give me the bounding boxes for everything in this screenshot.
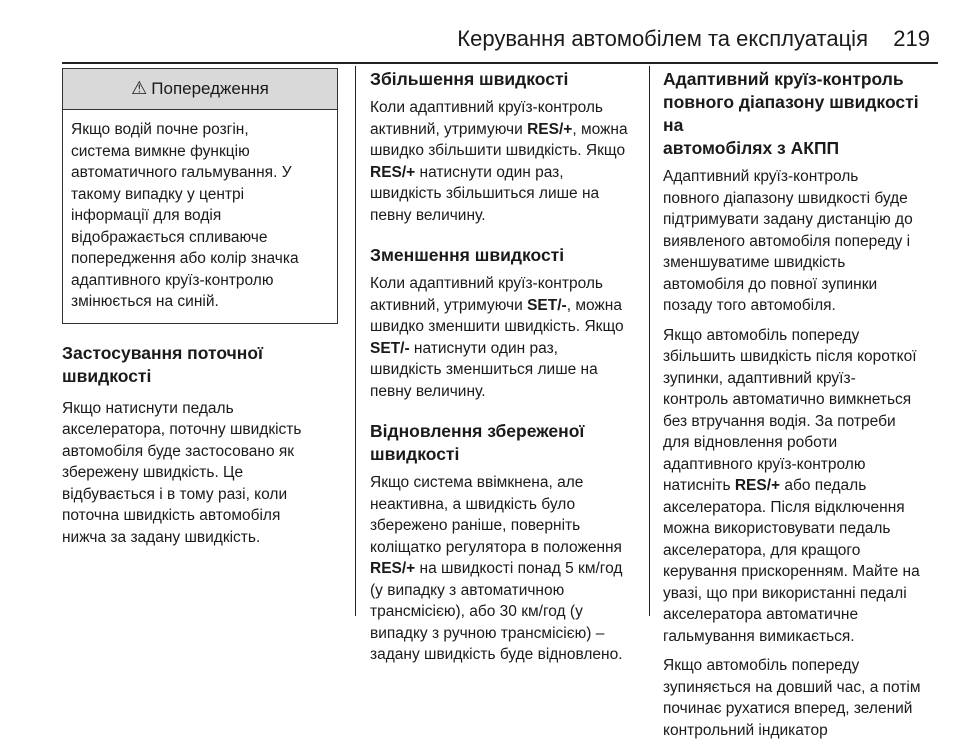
text-line: Коли адаптивний круїз-контроль [370,97,638,119]
text-line: автомобіля до повної зупинки [663,274,933,296]
heading-line: Відновлення збереженої [370,420,638,443]
text-line: починає рухатися вперед, зелений [663,698,933,720]
text-line: акселератора, для кращого [663,540,933,562]
text-line: Якщо водій почне розгін, [71,119,329,141]
warning-triangle-icon: ⚠ [131,78,147,100]
text-line: RES/+ натиснути один раз, [370,162,638,184]
text-line: контрольний індикатор [663,720,933,741]
text-line: система вимкне функцію [71,141,329,163]
section-heading [62,342,342,388]
text-line: певну величину. [370,205,638,227]
text-line: відображається спливаюче [71,227,329,249]
text-line: активний, утримуючи SET/-, можна [370,295,638,317]
warning-header [63,69,337,110]
control-label: RES/+ [370,164,415,181]
text-line: інформації для водія [71,205,329,227]
column-divider [355,66,356,616]
text-line: певну величину. [370,381,638,403]
control-label: SET/- [527,297,567,314]
text-line: нижча за задану швидкість. [62,527,342,549]
text-line: увазі, що при використанні педалі [663,583,933,605]
text-line: (у випадку з автоматичною [370,580,638,602]
control-label: RES/+ [527,121,572,138]
text-line: зупинки, адаптивний круїз- [663,368,933,390]
text-line: активний, утримуючи RES/+, можна [370,119,638,141]
text-line: зменшуватиме швидкість [663,252,933,274]
text-line: Адаптивний круїз-контроль [663,166,933,188]
header-rule [62,62,938,64]
heading-line: Адаптивний круїз-контроль [663,68,933,91]
control-label: RES/+ [370,560,415,577]
text-line: неактивна, а швидкість було [370,494,638,516]
heading-line: Застосування поточної [62,342,342,365]
text-line: збільшить швидкість після короткої [663,346,933,368]
text-line: Якщо автомобіль попереду [663,655,933,677]
text-line: RES/+ на швидкості понад 5 км/год [370,558,638,580]
text-line: повного діапазону швидкості буде [663,188,933,210]
text-line: можна використовувати педаль [663,518,933,540]
text-line: Якщо натиснути педаль [62,398,342,420]
section-heading: Збільшення швидкості [370,68,638,91]
column-2 [370,66,638,666]
page-header [0,0,960,62]
text-line: швидкість збільшиться лише на [370,183,638,205]
text-line: позаду того автомобіля. [663,295,933,317]
section-heading [370,420,638,466]
text-line: поточна швидкість автомобіля [62,505,342,527]
heading-line: автомобілях з АКПП [663,137,933,160]
text-line: збережену швидкість. Це [62,462,342,484]
text-line: швидко зменшити швидкість. Якщо [370,316,638,338]
text-line: гальмування вимикається. [663,626,933,648]
text-line: виявленого автомобіля попереду і [663,231,933,253]
text-line: автомобіля буде застосовано як [62,441,342,463]
text-line: для відновлення роботи [663,432,933,454]
text-line: такому випадку у центрі [71,184,329,206]
heading-line: повного діапазону швидкості на [663,91,933,137]
control-label: SET/- [370,340,410,357]
text-line: трансмісією), або 30 км/год (у [370,601,638,623]
section-heading: Зменшення швидкості [370,244,638,267]
text-line: попередження або колір значка [71,248,329,270]
warning-text [63,110,337,323]
text-line: автоматичного гальмування. У [71,162,329,184]
page-number: 219 [893,26,930,52]
text-line: акселератора, поточну швидкість [62,419,342,441]
text-line: акселератора автоматичне [663,604,933,626]
heading-line: швидкості [370,443,638,466]
text-line: натисніть RES/+ або педаль [663,475,933,497]
text-line: випадку з ручною трансмісією) – [370,623,638,645]
text-line: змінюється на синій. [71,291,329,313]
text-line: SET/- натиснути один раз, [370,338,638,360]
text-line: акселератора. Після відключення [663,497,933,519]
text-line: Якщо автомобіль попереду [663,325,933,347]
text-line: збережено раніше, поверніть [370,515,638,537]
text-line: адаптивного круїз-контролю [71,270,329,292]
text-line: задану швидкість буде відновлено. [370,644,638,666]
control-label: RES/+ [735,477,780,494]
section-heading [663,68,933,160]
text-line: підтримувати задану дистанцію до [663,209,933,231]
text-line: Коли адаптивний круїз-контроль [370,273,638,295]
heading-line: швидкості [62,365,342,388]
text-line: без втручання водія. За потреби [663,411,933,433]
column-1 [62,66,342,548]
text-line: адаптивного круїз-контролю [663,454,933,476]
text-line: зупиняється на довший час, а потім [663,677,933,699]
text-line: керування прискоренням. Майте на [663,561,933,583]
text-line: коліщатко регулятора в положення [370,537,638,559]
text-line: швидко збільшити швидкість. Якщо [370,140,638,162]
running-title: Керування автомобілем та експлуатація [457,26,868,52]
warning-title: Попередження [151,78,269,100]
text-line: швидкість зменшиться лише на [370,359,638,381]
text-line: відбувається і в тому разі, коли [62,484,342,506]
column-divider [649,66,650,616]
text-line: контроль автоматично вимкнеться [663,389,933,411]
warning-box [62,68,338,324]
column-3 [663,66,933,741]
text-line: Якщо система ввімкнена, але [370,472,638,494]
